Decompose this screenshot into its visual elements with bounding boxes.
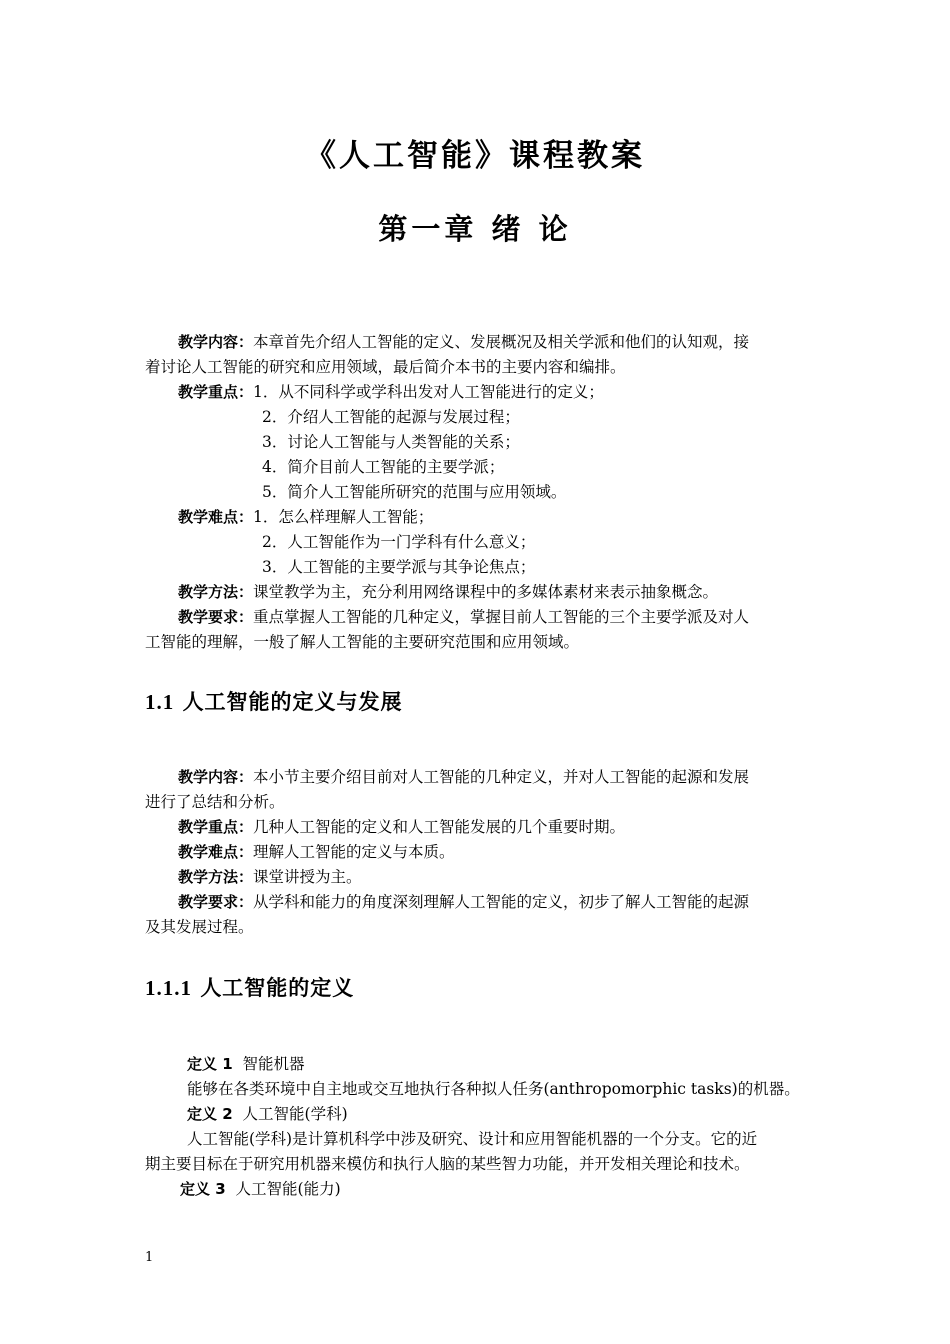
intro-content-line1: 教学内容：本章首先介绍人工智能的定义、发展概况及相关学派和他们的认知观，接 — [178, 333, 750, 351]
intro-difficult-label: 教学难点：1．怎么样理解人工智能； — [178, 508, 434, 526]
intro-key-point-4: 4．简介目前人工智能的主要学派； — [262, 458, 505, 476]
intro-difficult-point-2: 2．人工智能作为一门学科有什么意义； — [262, 533, 536, 551]
definition-3-heading: 定义 3 人工智能(能力) — [180, 1180, 341, 1198]
intro-content-label: 教学内容： — [178, 333, 254, 351]
definition-1-heading: 定义 1 智能机器 — [187, 1055, 305, 1073]
intro-key-point-3: 3．讨论人工智能与人类智能的关系； — [262, 433, 520, 451]
intro-difficult-point-3: 3．人工智能的主要学派与其争论焦点； — [262, 558, 536, 576]
s11-key: 教学重点：几种人工智能的定义和人工智能发展的几个重要时期。 — [178, 818, 626, 836]
intro-key-point-5: 5．简介人工智能所研究的范围与应用领域。 — [262, 483, 567, 501]
definition-2-heading: 定义 2 人工智能(学科) — [187, 1105, 348, 1123]
intro-requirement-line1: 教学要求：重点掌握人工智能的几种定义，掌握目前人工智能的三个主要学派及对人 — [178, 608, 750, 626]
s11-method: 教学方法：课堂讲授为主。 — [178, 868, 362, 886]
definition-1-text: 能够在各类环境中自主地或交互地执行各种拟人任务(anthropomorphic tasks)的机器。 — [187, 1080, 800, 1098]
document-title: 《人工智能》课程教案 — [305, 138, 645, 174]
s11-difficult: 教学难点：理解人工智能的定义与本质。 — [178, 843, 455, 861]
intro-key-label: 教学重点：1．从不同科学或学科出发对人工智能进行的定义； — [178, 383, 604, 401]
s11-content-line2: 进行了总结和分析。 — [145, 793, 285, 811]
intro-content-line2: 着讨论人工智能的研究和应用领域，最后简介本书的主要内容和编排。 — [145, 358, 626, 376]
chapter-title: 第一章 绪 论 — [378, 212, 572, 246]
section-1-1-1-heading: 1.1.1 人工智能的定义 — [145, 976, 355, 1000]
intro-method: 教学方法：课堂教学为主，充分利用网络课程中的多媒体素材来表示抽象概念。 — [178, 583, 719, 601]
s11-requirement-line2: 及其发展过程。 — [145, 918, 254, 936]
s11-requirement-line1: 教学要求：从学科和能力的角度深刻理解人工智能的定义，初步了解人工智能的起源 — [178, 893, 750, 911]
definition-2-line1: 人工智能(学科)是计算机科学中涉及研究、设计和应用智能机器的一个分支。它的近 — [187, 1130, 758, 1148]
section-1-1-heading: 1.1 人工智能的定义与发展 — [145, 690, 403, 714]
s11-content-line1: 教学内容：本小节主要介绍目前对人工智能的几种定义，并对人工智能的起源和发展 — [178, 768, 750, 786]
intro-key-point-2: 2．介绍人工智能的起源与发展过程； — [262, 408, 520, 426]
intro-difficult-point-1: 1．怎么样理解人工智能； — [253, 508, 434, 526]
page-number: 1 — [145, 1250, 154, 1265]
intro-key-point-1: 1．从不同科学或学科出发对人工智能进行的定义； — [253, 383, 604, 401]
intro-requirement-line2: 工智能的理解，一般了解人工智能的主要研究范围和应用领域。 — [145, 633, 580, 651]
definition-2-line2: 期主要目标在于研究用机器来模仿和执行人脑的某些智力功能，并开发相关理论和技术。 — [145, 1155, 750, 1173]
